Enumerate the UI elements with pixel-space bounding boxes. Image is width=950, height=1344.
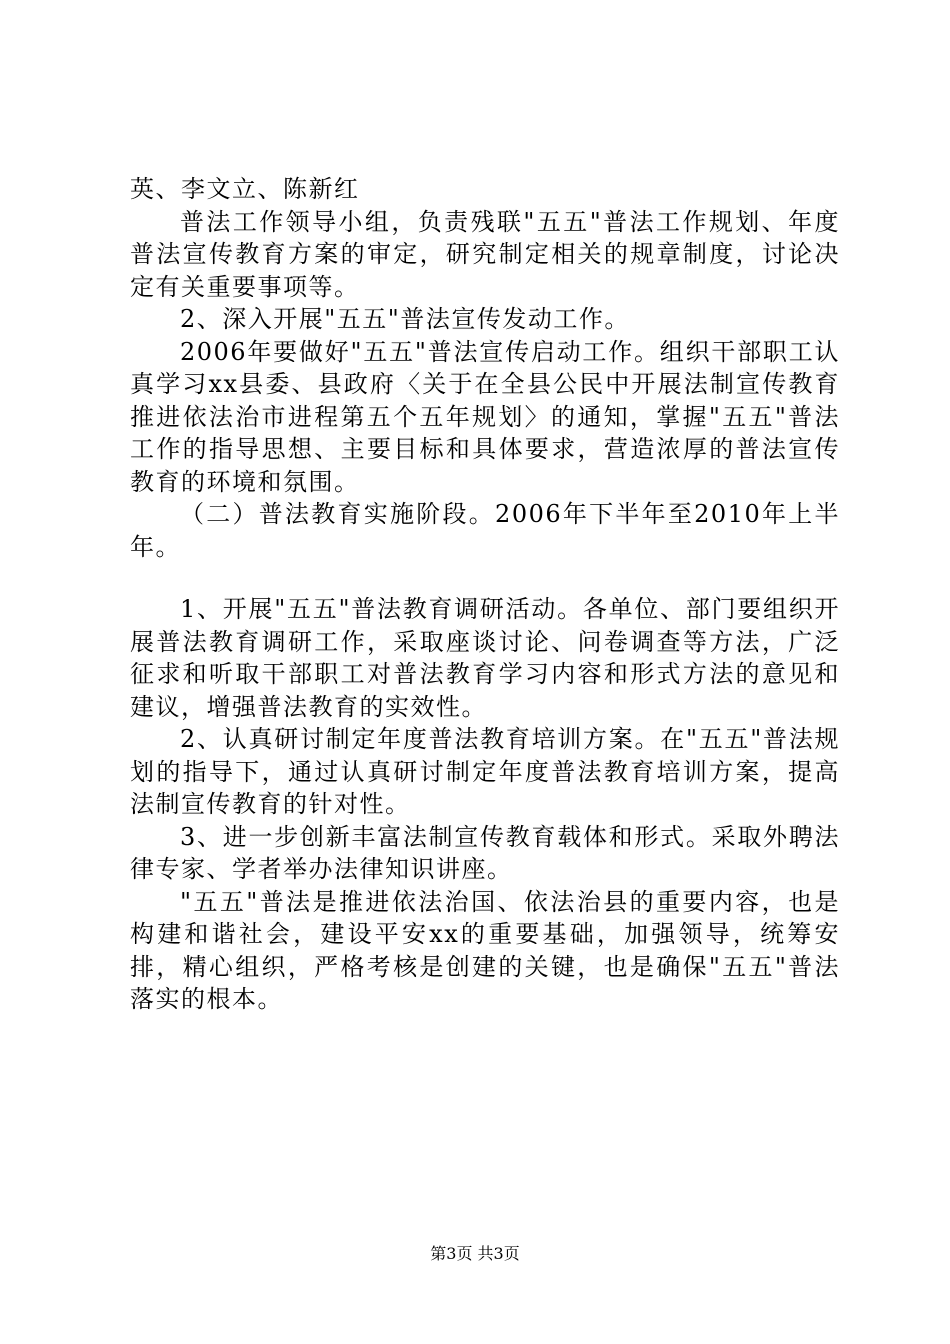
paragraph-continuation: 英、李文立、陈新红 [130,175,360,203]
paragraph-conclusion: "五五"普法是推进依法治国、依法治县的重要内容，也是构建和谐社会，建设平安xx的重要基础，加强领导，统筹安排，精心组织，严格考核是创建的关键，也是确保"五五"普法落实的根本。 [130,887,840,1013]
document-body [130,173,840,1016]
paragraph-leadership-group: 普法工作领导小组，负责残联"五五"普法工作规划、年度普法宣传教育方案的审定，研究制定相关的规章制度，讨论决定有关重要事项等。 [130,207,840,301]
paragraph-item-2-heading: 2、深入开展"五五"普法宣传发动工作。 [180,305,630,333]
paragraph-training-plan: 2、认真研讨制定年度普法教育培训方案。在"五五"普法规划的指导下，通过认真研讨制定年度普法教育培训方案，提高法制宣传教育的针对性。 [130,725,840,818]
paragraph-2006-launch: 2006年要做好"五五"普法宣传启动工作。组织干部职工认真学习xx县委、县政府〈关于在全县公民中开展法制宣传教育推进依法治市进程第五个五年规划〉的通知，掌握"五五"普法工作的指导思想、主要目标和具体要求，营造浓厚的普法宣传教育的环境和氛围。 [130,337,840,496]
page-number-footer: 第3页 共3页 [430,1244,520,1263]
paragraph-innovation: 3、进一步创新丰富法制宣传教育载体和形式。采取外聘法律专家、学者举办法律知识讲座。 [130,822,840,883]
paragraph-section-2-heading: （二）普法教育实施阶段。2006年下半年至2010年上半年。 [130,500,840,561]
paragraph-research-activity: 1、开展"五五"普法教育调研活动。各单位、部门要组织开展普法教育调研工作，采取座谈讨论、问卷调查等方法，广泛征求和听取干部职工对普法教育学习内容和形式方法的意见和建议，增强普法教育的实效性。 [130,595,840,721]
